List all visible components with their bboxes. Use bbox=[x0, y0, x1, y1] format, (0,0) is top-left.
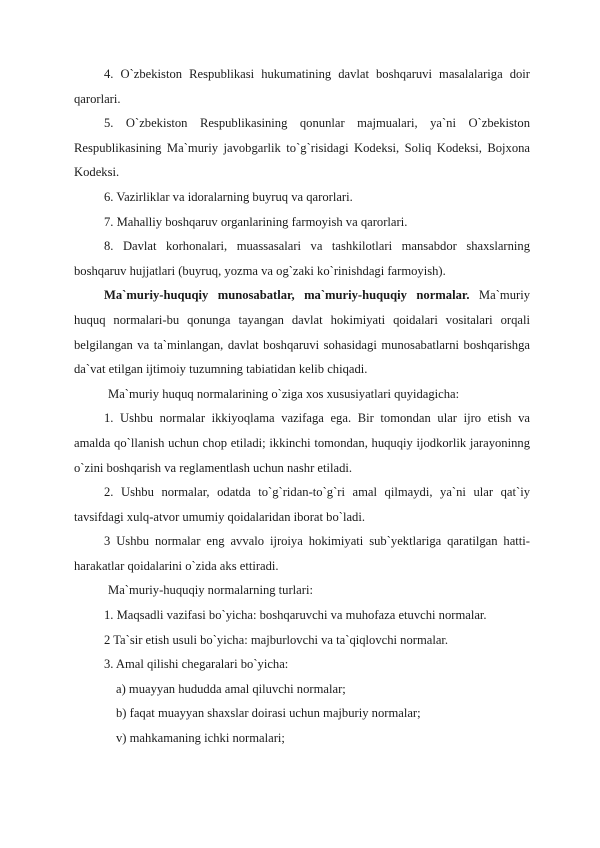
paragraph-item-6: 6. Vazirliklar va idoralarning buyruq va qarorlari. bbox=[104, 189, 353, 204]
paragraph-item-8: 8. Davlat korhonalari, muassasalari va tashkilotlari mansabdor shaxslarning boshqaruv hujjatlari (buyruq, yozma va og`zaki ko`rinishdagi farmoyish). bbox=[74, 239, 530, 278]
paragraph-item-5: 5. O`zbekiston Respublikasining qonunlar majmualari, ya`ni O`zbekiston Respublikasining Ma`muriy javobgarlik to`g`risidagi Kodeksi, Soliq Kodeksi, Bojxona Kodeksi. bbox=[74, 116, 530, 180]
types-intro: Ma`muriy-huquqiy normalarning turlari: bbox=[108, 583, 313, 598]
section-heading-end: . bbox=[466, 288, 470, 303]
type-item-1: 1. Maqsadli vazifasi bo`yicha: boshqaruvchi va muhofaza etuvchi normalar. bbox=[104, 608, 487, 623]
features-intro: Ma`muriy huquq normalarining o`ziga xos xususiyatlari quyidagicha: bbox=[108, 386, 460, 401]
paragraph-item-4: 4. O`zbekiston Respublikasi hukumatining davlat boshqaruvi masalalariga doir qarorlari. bbox=[74, 67, 530, 106]
section-heading: Ma`muriy-huquqiy munosabatlar, ma`muriy-huquqiy normalar bbox=[104, 288, 467, 303]
document-page bbox=[74, 62, 530, 751]
subtype-item-v: v) mahkamaning ichki normalari; bbox=[116, 731, 285, 746]
section-body: Ma`muriy huquq normalari-bu qonunga tayangan davlat hokimiyati qoidalari vositalari orqali belgilangan va ta`minlangan, davlat boshqaruvi sohasidagi munosabatlarni boshqarishga da`vat etilgan ijtimoiy tuzumning tabiatidan kelib chiqadi. bbox=[74, 288, 530, 377]
feature-item-3: 3 Ushbu normalar eng avvalo ijroiya hokimiyati sub`yektlariga qaratilgan hatti-harakatlar qoidalarini o`zida aks ettiradi. bbox=[74, 534, 530, 573]
type-item-2: 2 Ta`sir etish usuli bo`yicha: majburlovchi va ta`qiqlovchi normalar. bbox=[104, 632, 449, 647]
feature-item-2: 2. Ushbu normalar, odatda to`g`ridan-to`g`ri amal qilmaydi, ya`ni ular qat`iy tavsifdagi xulq-atvor umumiy qoidalaridan iborat bo`ladi. bbox=[74, 485, 530, 524]
paragraph-item-7: 7. Mahalliy boshqaruv organlarining farmoyish va qarorlari. bbox=[104, 214, 408, 229]
feature-item-1: 1. Ushbu normalar ikkiyoqlama vazifaga ega. Bir tomondan ular ijro etish va amalda qo`llanish uchun chop etiladi; ikkinchi tomondan, huquqiy ijodkorlik jarayoninng o`zini boshqarish va reglamentlash uchun nashr etiladi. bbox=[74, 411, 530, 475]
subtype-item-b: b) faqat muayyan shaxslar doirasi uchun majburiy normalar; bbox=[116, 706, 421, 721]
type-item-3: 3. Amal qilishi chegaralari bo`yicha: bbox=[104, 657, 289, 672]
section-paragraph bbox=[74, 283, 530, 381]
subtype-item-a: a) muayyan hududda amal qiluvchi normalar; bbox=[116, 681, 346, 696]
